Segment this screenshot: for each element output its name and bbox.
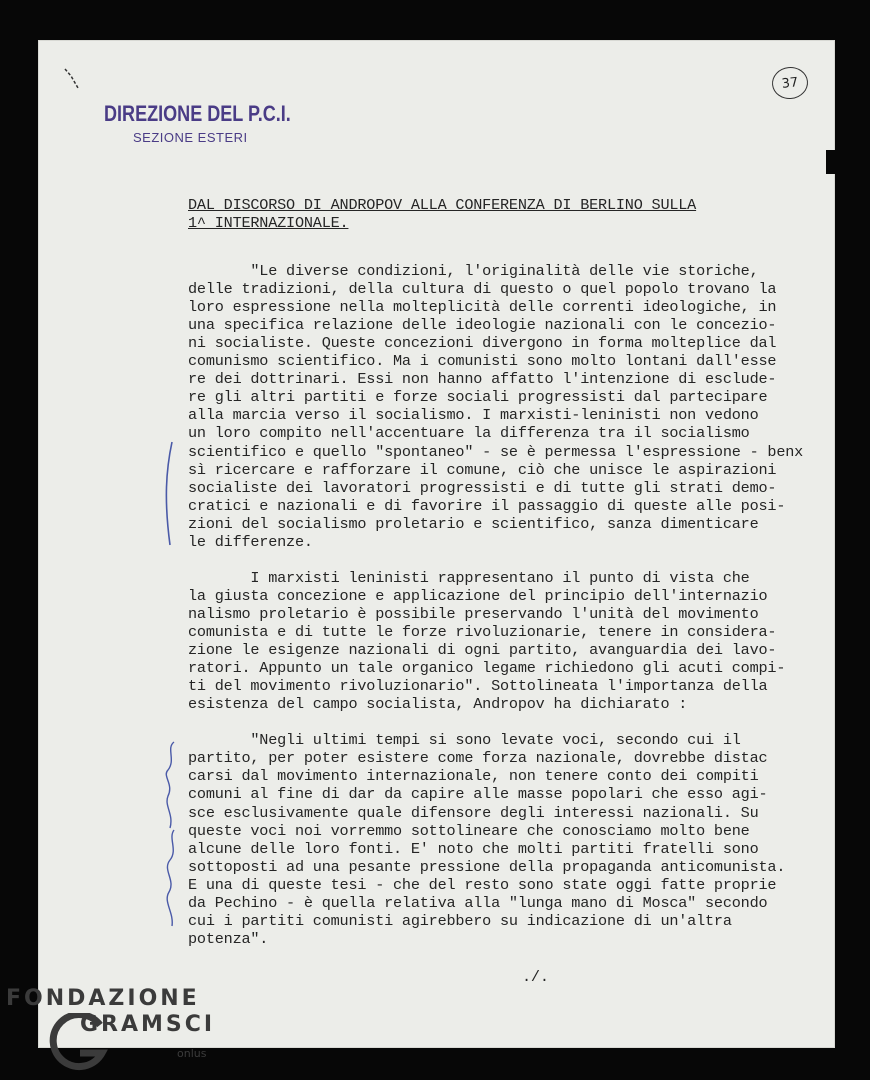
body-line: "Le diverse condizioni, l'originalità delle vie storiche,: [188, 262, 759, 280]
watermark: [6, 988, 215, 1036]
continued-mark: ./.: [522, 968, 549, 986]
body-line: sce esclusivamente quale difensore degli interessi nazionali. Su: [188, 804, 759, 822]
body-line: queste voci noi vorremmo sottolineare che conosciamo molto bene: [188, 822, 750, 840]
body-line: "Negli ultimi tempi si sono levate voci, secondo cui il: [188, 731, 741, 749]
body-line: delle tradizioni, della cultura di questo o quel popolo trovano la: [188, 280, 777, 298]
body-line: alcune delle loro fonti. E' noto che molti partiti fratelli sono: [188, 840, 759, 858]
body-line: ratori. Appunto un tale organico legame richiedono gli acuti compi-: [188, 659, 786, 677]
watermark-line-3: onlus: [177, 1047, 207, 1060]
watermark-line-2: GRAMSCI: [80, 1012, 216, 1037]
body-line: loro espressione nella molteplicità delle correnti ideologiche, in: [188, 298, 777, 316]
body-line: nalismo proletario è possibile preservando l'unità del movimento: [188, 605, 759, 623]
body-line: comunista e di tutte le forze rivoluzionarie, tenere in considera-: [188, 623, 777, 641]
page-edge-notch: [826, 150, 836, 174]
body-line: zioni del socialismo proletario e scientifico, sanza dimenticare: [188, 515, 759, 533]
margin-bracket-mark: [160, 740, 184, 830]
body-line: esistenza del campo socialista, Andropov ha dichiarato :: [188, 695, 688, 713]
stamp-title: DIREZIONE DEL P.C.I.: [104, 101, 291, 126]
body-line: le differenze.: [188, 533, 313, 551]
body-line: un loro compito nell'accentuare la differenza tra il socialismo: [188, 424, 750, 442]
body-line: carsi dal movimento internazionale, non tenere conto dei compiti: [188, 767, 759, 785]
body-line: cratici e nazionali e di favorire il passaggio di queste alle posi-: [188, 497, 786, 515]
pencil-tick-mark: [62, 66, 82, 92]
body-line: socialiste dei lavoratori progressisti e di tutte gli strati demo-: [188, 479, 777, 497]
body-line: E una di queste tesi - che del resto sono state oggi fatte proprie: [188, 876, 777, 894]
body-line: I marxisti leninisti rappresentano il punto di vista che: [188, 569, 750, 587]
body-line: una specifica relazione delle ideologie nazionali con le concezio-: [188, 316, 777, 334]
body-line: partito, per poter esistere come forza nazionale, dovrebbe distac: [188, 749, 768, 767]
body-line: ni socialiste. Queste concezioni divergono in forma molteplice dal: [188, 334, 777, 352]
title-line: DAL DISCORSO DI ANDROPOV ALLA CONFERENZA DI BERLINO SULLA: [188, 196, 697, 214]
body-line: da Pechino - è quella relativa alla "lunga mano di Mosca" secondo: [188, 894, 768, 912]
watermark-g-logo-icon: [40, 1013, 110, 1073]
margin-bracket-mark: [160, 440, 180, 550]
body-line: sì ricercare e rafforzare il comune, ciò che unisce le aspirazioni: [188, 461, 777, 479]
body-line: comunismo scientifico. Ma i comunisti sono molto lontani dall'esse: [188, 352, 777, 370]
page-number: 37: [780, 74, 800, 92]
title-line: 1^ INTERNAZIONALE.: [188, 214, 349, 232]
body-line: cui i partiti comunisti agirebbero su indicazione di un'altra: [188, 912, 732, 930]
body-line: potenza".: [188, 930, 269, 948]
body-line: re dei dottrinari. Essi non hanno affatto l'intenzione di esclude-: [188, 370, 777, 388]
body-line: alla marcia verso il socialismo. I marxisti-leninisti non vedono: [188, 406, 759, 424]
body-line: ti del movimento rivoluzionario". Sottolineata l'importanza della: [188, 677, 768, 695]
body-line: la giusta concezione e applicazione del principio dell'internazio: [188, 587, 768, 605]
body-line: sottoposti ad una pesante pressione della propaganda anticomunista.: [188, 858, 786, 876]
body-line: comuni al fine di dar da capire alle masse popolari che esso agi-: [188, 785, 768, 803]
stamp-subtitle: SEZIONE ESTERI: [133, 130, 248, 145]
watermark-line-1: FONDAZIONE: [6, 986, 200, 1011]
body-line: scientifico e quello "spontaneo" - se è permessa l'espressione - benx: [188, 443, 804, 461]
body-line: zione le esigenze nazionali di ogni partito, avanguardia dei lavo-: [188, 641, 777, 659]
margin-bracket-mark: [160, 828, 184, 928]
body-line: re gli altri partiti e forze sociali progressisti dal partecipare: [188, 388, 768, 406]
